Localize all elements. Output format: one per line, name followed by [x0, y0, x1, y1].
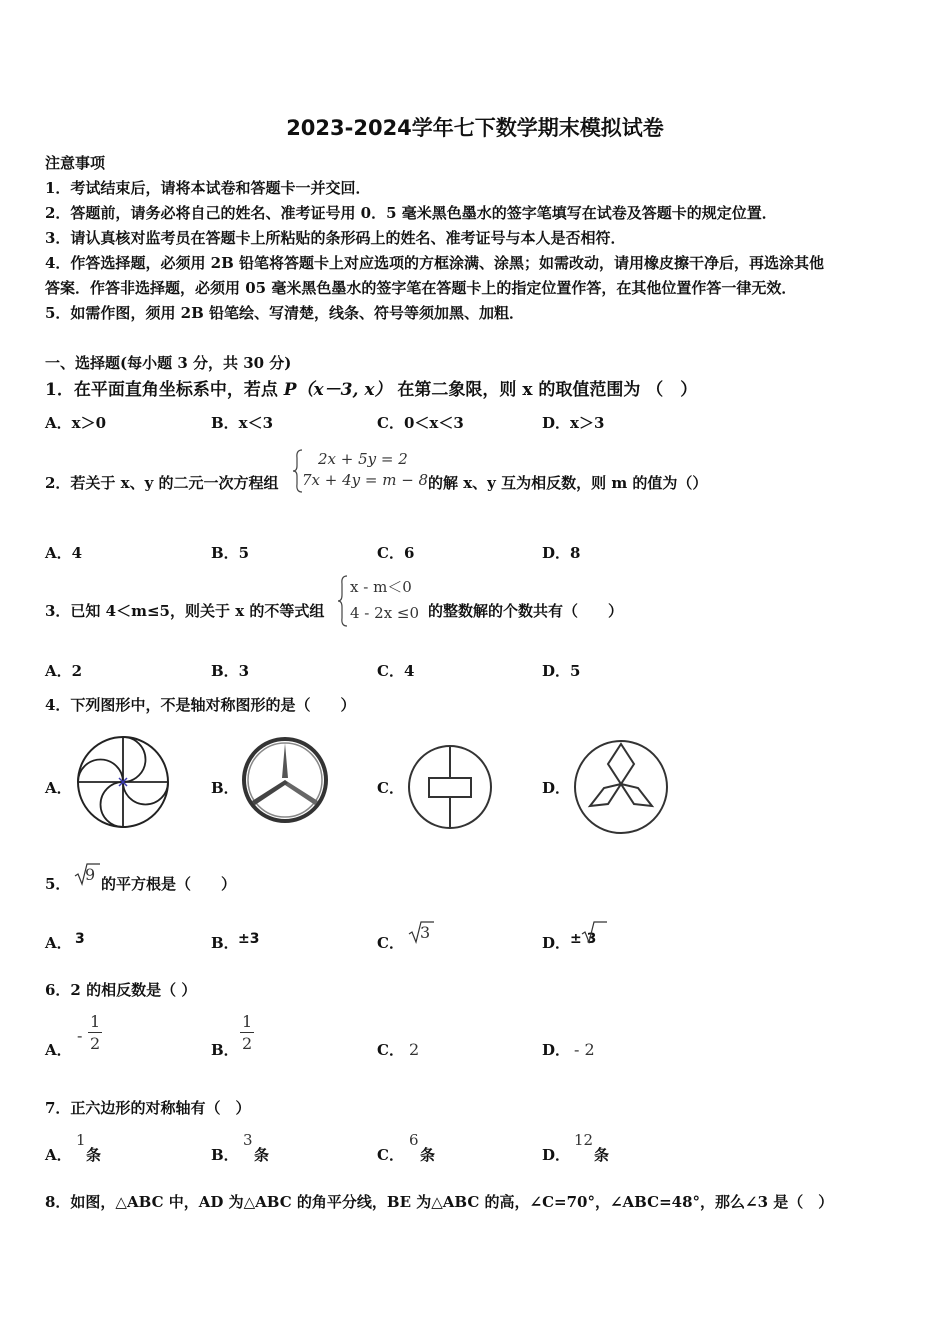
question-8: 8．如图，△ABC 中，AD 为△ABC 的角平分线，BE 为△ABC 的高，∠C=70°，∠ABC=48°，那么∠3 是（ ）: [45, 1193, 834, 1211]
question-1-suffix: 在第二象限，则 x 的取值范围为 （ ）: [397, 380, 698, 400]
question-3-ineq1: x - m＜0: [350, 578, 412, 596]
question-5-suffix: 的平方根是（ ）: [101, 875, 237, 893]
notice-item: 5．如需作图，须用 2B 铅笔绘、写清楚，线条、符号等须加黑、加粗．: [45, 304, 524, 322]
q1-option-d: D．x＞3: [542, 414, 605, 432]
question-5-prefix: 5．: [45, 875, 71, 893]
system-brace-icon: [337, 574, 349, 628]
three-point-star-figure-icon: [240, 735, 330, 825]
q7-label-c: C．: [377, 1146, 404, 1164]
q5-label-d: D．: [542, 934, 571, 952]
pinwheel-figure-icon: [75, 734, 171, 830]
q2-option-c: C．6: [377, 544, 415, 562]
q1-option-b: B．x＜3: [211, 414, 274, 432]
question-2-prefix: 2．若关于 x、y 的二元一次方程组: [45, 474, 279, 492]
q5-value-d: ± 3: [570, 931, 597, 947]
q4-label-d: D．: [542, 779, 571, 797]
q6-label-c: C．: [377, 1041, 404, 1059]
q7-num-a: 1: [76, 1131, 86, 1149]
question-1: [45, 375, 697, 400]
q7-num-c: 6: [409, 1131, 419, 1149]
q3-option-d: D．5: [542, 662, 581, 680]
notice-item: 4．作答选择题，必须用 2B 铅笔将答题卡上对应选项的方框涂满、涂黑；如需改动，请用橡皮擦干净后，再选涂其他: [45, 254, 825, 272]
q6-value-c: 2: [409, 1040, 420, 1059]
q3-option-c: C．4: [377, 662, 415, 680]
q7-num-d: 12: [574, 1131, 594, 1149]
q6-b-denominator: 2: [242, 1034, 253, 1053]
question-2-suffix: 的解 x、y 互为相反数，则 m 的值为（）: [428, 474, 708, 492]
question-1-point: P（x－3, x）: [283, 380, 392, 400]
radical-sign-icon: [581, 920, 607, 946]
question-4: 4．下列图形中，不是轴对称图形的是（ ）: [45, 696, 356, 714]
q7-unit-b: 条: [254, 1146, 270, 1164]
question-3-ineq2: 4 - 2x ≤0: [350, 604, 420, 622]
q6-label-b: B．: [211, 1041, 239, 1059]
q4-label-c: C．: [377, 779, 404, 797]
q2-option-a: A．4: [45, 544, 83, 562]
q2-option-d: D．8: [542, 544, 581, 562]
q6-b-numerator: 1: [242, 1012, 253, 1031]
section-heading: 一、选择题(每小题 3 分，共 30 分): [45, 354, 292, 372]
notice-item: 3．请认真核对监考员在答题卡上所粘贴的条形码上的姓名、准考证号与本人是否相符．: [45, 229, 626, 247]
q6-value-d: - 2: [574, 1040, 595, 1059]
notice-item: 1．考试结束后，请将本试卷和答题卡一并交回．: [45, 179, 371, 197]
question-6: 6．2 的相反数是（ ）: [45, 981, 197, 999]
three-diamond-figure-icon: [572, 738, 670, 836]
question-2-eq2: 7x + 4y = m − 8: [302, 471, 429, 489]
question-2-eq1: 2x + 5y = 2: [318, 450, 408, 468]
q1-option-a: A．x＞0: [45, 414, 107, 432]
q6-a-sign: -: [77, 1026, 83, 1045]
q7-unit-a: 条: [86, 1146, 102, 1164]
notice-item: 答案．作答非选择题，必须用 05 毫米黑色墨水的签字笔在答题卡上的指定位置作答，在其他位置作答一律无效．: [45, 279, 797, 297]
page-title: 2023-2024学年七下数学期末模拟试卷: [286, 116, 664, 140]
q5-label-a: A．: [45, 934, 72, 952]
q7-unit-c: 条: [420, 1146, 436, 1164]
q2-option-b: B．5: [211, 544, 250, 562]
notice-heading: 注意事项: [45, 154, 106, 172]
q4-label-b: B．: [211, 779, 239, 797]
question-5-radicand: 9: [85, 865, 96, 884]
q7-label-b: B．: [211, 1146, 239, 1164]
q4-label-a: A．: [45, 779, 72, 797]
q5-value-b: ±3: [238, 931, 260, 947]
question-7: 7．正六边形的对称轴有（ ）: [45, 1099, 251, 1117]
q6-a-fraction: [88, 1014, 102, 1052]
q7-unit-d: 条: [594, 1146, 610, 1164]
q6-b-fraction: [240, 1014, 254, 1052]
q1-option-c: C．0＜x＜3: [377, 414, 464, 432]
circle-rectangle-figure-icon: [405, 742, 495, 832]
q7-label-d: D．: [542, 1146, 571, 1164]
q3-option-b: B．3: [211, 662, 250, 680]
q5-label-c: C．: [377, 934, 404, 952]
notice-item: 2．答题前，请务必将自己的姓名、准考证号用 0．5 毫米黑色墨水的签字笔填写在试卷及答题卡的规定位置．: [45, 204, 777, 222]
q5-label-b: B．: [211, 934, 239, 952]
question-3-prefix: 3．已知 4＜m≤5，则关于 x 的不等式组: [45, 602, 325, 620]
q3-option-a: A．2: [45, 662, 83, 680]
q6-label-d: D．: [542, 1041, 571, 1059]
q7-label-a: A．: [45, 1146, 72, 1164]
q6-a-numerator: 1: [90, 1012, 101, 1031]
q6-label-a: A．: [45, 1041, 72, 1059]
q6-a-denominator: 2: [90, 1034, 101, 1053]
question-3-suffix: 的整数解的个数共有（ ）: [428, 602, 624, 620]
question-1-prefix: 1．在平面直角坐标系中，若点: [45, 380, 278, 400]
q7-num-b: 3: [243, 1131, 253, 1149]
q5-value-a: 3: [75, 931, 85, 947]
q5-value-c: 3: [420, 923, 431, 942]
